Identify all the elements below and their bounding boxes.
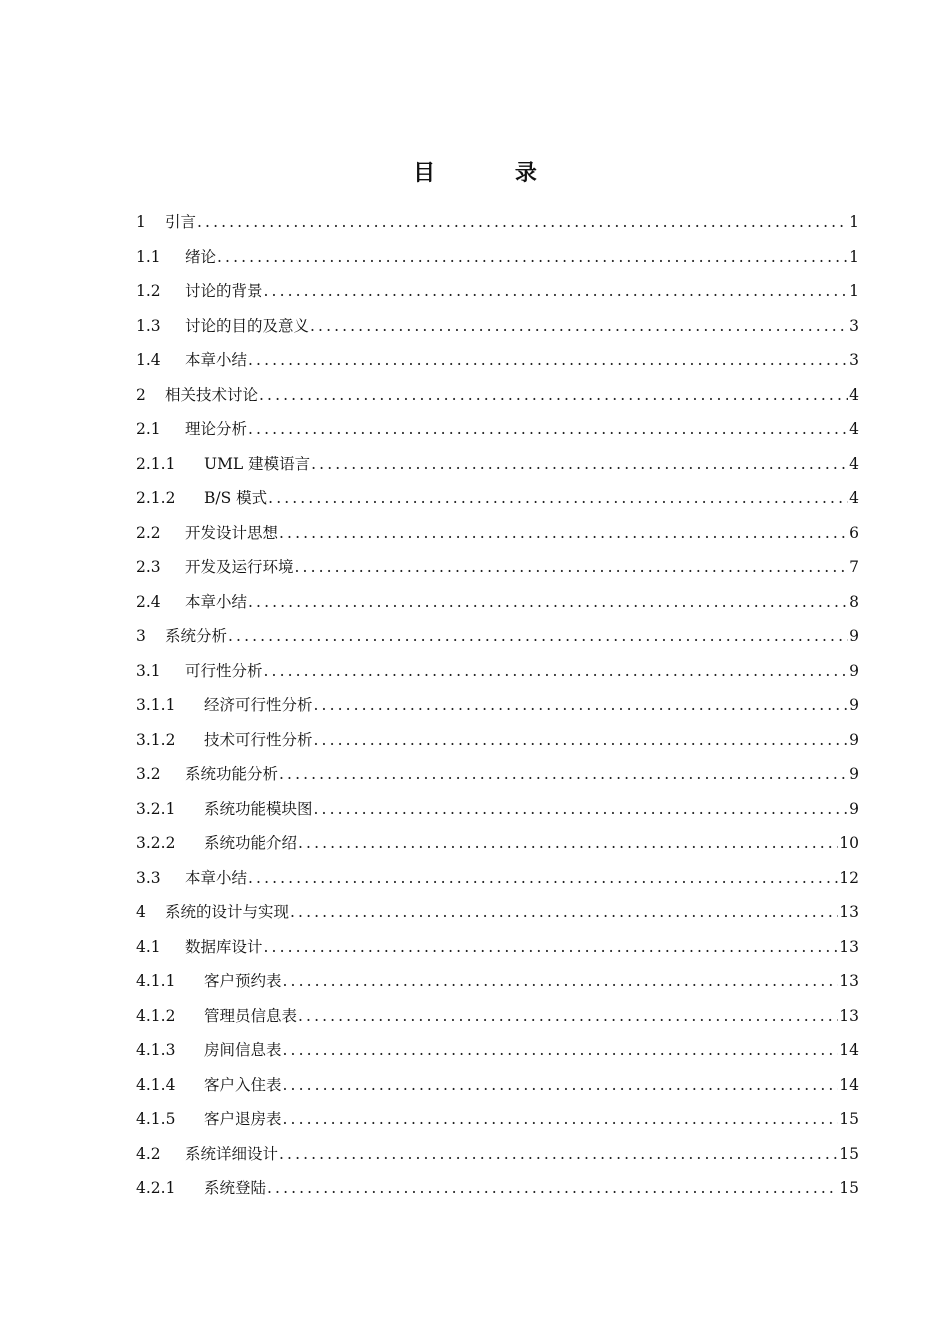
table-of-contents: [136, 205, 859, 1206]
toc-entry-title: 技术可行性分析: [204, 730, 313, 749]
toc-entry[interactable]: [136, 274, 859, 309]
toc-entry-title: 系统功能模块图: [204, 799, 313, 818]
toc-entry-page: 9: [849, 730, 859, 749]
toc-entry[interactable]: [136, 723, 859, 758]
toc-entry-page: 6: [849, 523, 859, 542]
toc-entry[interactable]: [136, 309, 859, 344]
toc-dot-leader: [264, 654, 849, 689]
toc-entry[interactable]: [136, 1137, 859, 1172]
toc-entry-page: 13: [839, 972, 859, 990]
toc-entry-number: 3: [136, 627, 146, 645]
toc-entry-number: 3.1.1: [136, 696, 176, 714]
toc-dot-leader: [314, 723, 849, 758]
toc-entry-page: 9: [849, 696, 859, 714]
toc-entry[interactable]: [136, 826, 859, 861]
toc-entry-number: 1: [136, 213, 146, 231]
toc-dot-leader: [283, 1033, 839, 1068]
toc-dot-leader: [283, 1102, 839, 1137]
toc-dot-leader: [283, 964, 839, 999]
toc-entry-number: 4.1.2: [136, 1006, 176, 1025]
toc-entry-number: 4.1.3: [136, 1041, 176, 1059]
toc-entry-title: 系统登陆: [204, 1179, 267, 1197]
toc-dot-leader: [295, 550, 849, 585]
toc-entry[interactable]: [136, 481, 859, 516]
toc-entry-page: 15: [839, 1179, 859, 1197]
toc-entry-title: 系统的设计与实现: [165, 903, 290, 921]
toc-entry[interactable]: [136, 999, 859, 1034]
toc-entry-page: 4: [849, 454, 859, 473]
toc-entry-title: 客户退房表: [204, 1110, 282, 1128]
toc-entry[interactable]: [136, 1102, 859, 1137]
toc-dot-leader: [248, 412, 848, 447]
toc-entry-number: 1.1: [136, 247, 161, 266]
toc-entry-number: 2.1.1: [136, 454, 176, 473]
toc-dot-leader: [298, 826, 838, 861]
toc-entry[interactable]: [136, 654, 859, 689]
toc-entry-page: 9: [849, 627, 859, 645]
toc-entry-number: 4.1.5: [136, 1110, 176, 1128]
toc-entry-title: 开发设计思想: [185, 523, 279, 542]
toc-entry-title: 管理员信息表: [204, 1006, 298, 1025]
toc-entry-page: 9: [849, 799, 859, 818]
toc-dot-leader: [279, 757, 848, 792]
toc-entry[interactable]: [136, 619, 859, 654]
toc-entry-number: 2.1: [136, 420, 161, 438]
toc-entry[interactable]: [136, 688, 859, 723]
toc-entry[interactable]: [136, 1171, 859, 1206]
toc-dot-leader: [283, 1068, 839, 1103]
toc-dot-leader: [259, 378, 848, 413]
toc-entry-number: 4.2.1: [136, 1179, 176, 1197]
toc-entry[interactable]: [136, 240, 859, 275]
toc-entry-number: 4.1.1: [136, 972, 176, 990]
toc-dot-leader: [314, 792, 849, 827]
toc-entry[interactable]: [136, 585, 859, 620]
toc-entry-number: 1.2: [136, 282, 161, 300]
toc-entry-number: 3.3: [136, 868, 161, 887]
toc-dot-leader: [279, 1137, 838, 1172]
toc-entry-number: 1.3: [136, 316, 161, 335]
toc-entry-number: 2: [136, 385, 146, 404]
toc-entry-page: 14: [839, 1041, 859, 1059]
toc-entry[interactable]: [136, 550, 859, 585]
toc-entry-page: 1: [849, 247, 859, 266]
toc-entry-page: 14: [839, 1075, 859, 1094]
toc-entry[interactable]: [136, 1068, 859, 1103]
toc-entry-page: 1: [849, 213, 859, 231]
toc-entry-number: 2.1.2: [136, 489, 176, 507]
toc-entry[interactable]: [136, 930, 859, 965]
toc-entry-page: 12: [839, 868, 859, 887]
toc-entry-number: 3.2: [136, 765, 161, 783]
toc-dot-leader: [264, 930, 839, 965]
toc-dot-leader: [290, 895, 838, 930]
toc-dot-leader: [248, 861, 838, 896]
toc-dot-leader: [314, 688, 849, 723]
toc-entry-title: 讨论的目的及意义: [185, 316, 310, 335]
toc-dot-leader: [248, 343, 848, 378]
toc-entry-title: 系统功能介绍: [204, 834, 298, 852]
toc-entry[interactable]: [136, 205, 859, 240]
toc-entry-title: 本章小结: [185, 351, 248, 369]
toc-entry-number: 3.2.2: [136, 834, 176, 852]
toc-entry[interactable]: [136, 343, 859, 378]
toc-entry-number: 4: [136, 903, 146, 921]
toc-entry-number: 3.1.2: [136, 730, 176, 749]
toc-entry-title: B/S 模式: [204, 489, 268, 507]
toc-entry-title: 系统详细设计: [185, 1144, 279, 1163]
toc-entry-number: 4.1: [136, 937, 161, 956]
toc-entry[interactable]: [136, 516, 859, 551]
toc-dot-leader: [279, 516, 848, 551]
toc-dot-leader: [267, 1171, 838, 1206]
toc-title: 目 录: [413, 160, 573, 186]
toc-entry[interactable]: [136, 757, 859, 792]
toc-entry-title: 引言: [165, 213, 197, 231]
toc-entry-page: 13: [839, 1006, 859, 1025]
toc-entry-title: 经济可行性分析: [204, 696, 313, 714]
toc-entry-title: 数据库设计: [185, 937, 263, 956]
toc-dot-leader: [311, 447, 848, 482]
toc-dot-leader: [264, 274, 849, 309]
toc-dot-leader: [268, 481, 848, 516]
toc-dot-leader: [217, 240, 848, 275]
toc-entry-page: 9: [849, 765, 859, 783]
toc-entry-page: 15: [839, 1110, 859, 1128]
toc-entry[interactable]: [136, 895, 859, 930]
toc-entry-title: 本章小结: [185, 868, 248, 887]
toc-entry-title: 讨论的背景: [185, 282, 263, 300]
toc-entry-number: 2.4: [136, 592, 161, 611]
toc-entry-page: 13: [839, 903, 859, 921]
toc-entry-page: 1: [849, 282, 859, 300]
toc-entry-number: 3.1: [136, 661, 161, 680]
toc-entry-title: UML 建模语言: [204, 454, 311, 473]
toc-entry-page: 3: [849, 351, 859, 369]
toc-entry-title: 可行性分析: [185, 661, 263, 680]
toc-entry-number: 4.2: [136, 1144, 161, 1163]
toc-entry-title: 客户入住表: [204, 1075, 282, 1094]
toc-entry[interactable]: [136, 447, 859, 482]
toc-entry[interactable]: [136, 412, 859, 447]
toc-entry[interactable]: [136, 861, 859, 896]
toc-dot-leader: [197, 205, 848, 240]
toc-entry-page: 4: [849, 385, 859, 404]
toc-entry[interactable]: [136, 378, 859, 413]
toc-entry-page: 8: [849, 592, 859, 611]
toc-entry[interactable]: [136, 1033, 859, 1068]
toc-entry-title: 本章小结: [185, 592, 248, 611]
toc-entry-page: 4: [849, 420, 859, 438]
toc-dot-leader: [248, 585, 848, 620]
toc-entry-title: 开发及运行环境: [185, 558, 294, 576]
toc-entry-number: 3.2.1: [136, 799, 176, 818]
toc-entry-title: 相关技术讨论: [165, 385, 259, 404]
toc-entry-page: 9: [849, 661, 859, 680]
toc-entry-title: 房间信息表: [204, 1041, 282, 1059]
toc-entry-number: 4.1.4: [136, 1075, 176, 1094]
toc-dot-leader: [298, 999, 838, 1034]
toc-entry-page: 3: [849, 316, 859, 335]
toc-entry-page: 10: [839, 834, 859, 852]
toc-dot-leader: [310, 309, 848, 344]
toc-entry-page: 7: [849, 558, 859, 576]
toc-entry-page: 4: [849, 489, 859, 507]
toc-dot-leader: [228, 619, 848, 654]
toc-entry-title: 理论分析: [185, 420, 248, 438]
toc-entry-title: 系统功能分析: [185, 765, 279, 783]
toc-entry-number: 2.3: [136, 558, 161, 576]
toc-entry-page: 15: [839, 1144, 859, 1163]
toc-entry[interactable]: [136, 792, 859, 827]
toc-entry-page: 13: [839, 937, 859, 956]
toc-entry-number: 2.2: [136, 523, 161, 542]
toc-entry-title: 客户预约表: [204, 972, 282, 990]
toc-entry-title: 系统分析: [165, 627, 228, 645]
toc-entry-number: 1.4: [136, 351, 161, 369]
toc-entry[interactable]: [136, 964, 859, 999]
toc-entry-title: 绪论: [185, 247, 217, 266]
